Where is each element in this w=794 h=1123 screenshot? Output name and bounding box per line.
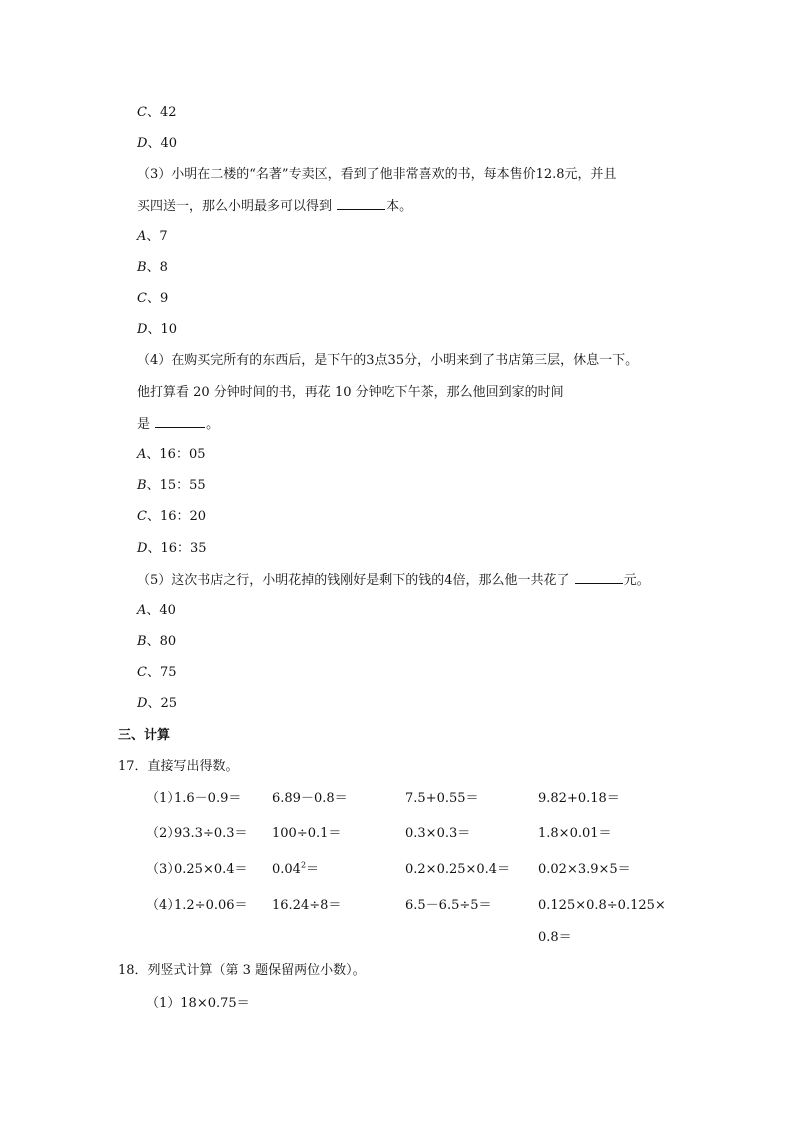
calc-item: 1.6－0.9＝ — [174, 791, 242, 806]
calc-item-continuation: 0.8＝ — [538, 930, 572, 945]
calc-item: 1.8×0.01＝ — [538, 826, 612, 841]
q3-line-1: （3）小明在二楼的“名著”专卖区，看到了他非常喜欢的书，每本售价12.8元，并且 — [137, 167, 617, 182]
q18-title: 18．列竖式计算（第 3 题保留两位小数）。 — [118, 963, 366, 978]
answer-blank — [575, 571, 623, 584]
calc-item-power: $0.04^2=$ — [272, 860, 320, 877]
row-label: （2） — [146, 826, 181, 841]
q3-option-d: D、10 — [137, 322, 177, 337]
q3-line-2: 买四送一，那么小明最多可以得到 本。 — [137, 199, 413, 214]
calc-item: 100÷0.1＝ — [272, 826, 342, 841]
q5-option-b: B、80 — [137, 634, 177, 649]
calc-item: 0.02×3.9×5＝ — [538, 862, 631, 877]
row-label: （4） — [146, 898, 181, 913]
q4-line-3: 是 。 — [137, 417, 220, 432]
q4-option-b: B、15：55 — [137, 478, 206, 493]
calc-item: 6.89－0.8＝ — [272, 791, 348, 806]
row-label: （3） — [146, 862, 181, 877]
calc-item: 6.5－6.5÷5＝ — [405, 898, 492, 913]
q17-title: 17．直接写出得数。 — [118, 759, 239, 774]
calc-item: 0.2×0.25×0.4＝ — [405, 862, 511, 877]
calc-item: 0.125×0.8÷0.125× — [538, 898, 666, 913]
q3-option-c: C、9 — [137, 291, 169, 306]
calc-item: 0.25×0.4＝ — [174, 862, 248, 877]
section-title: 三、计算 — [118, 728, 171, 743]
calc-item: 16.24÷8＝ — [272, 898, 342, 913]
q3-option-a: A、7 — [137, 229, 168, 244]
calc-item: 93.3÷0.3＝ — [174, 826, 248, 841]
option-d: D、40 — [137, 136, 177, 151]
calc-item: 9.82+0.18＝ — [538, 791, 620, 806]
q5-option-d: D、25 — [137, 696, 177, 711]
answer-blank — [337, 197, 385, 210]
q4-option-c: C、16：20 — [137, 509, 207, 524]
calc-item: 7.5+0.55＝ — [405, 791, 479, 806]
option-c: C、42 — [137, 105, 177, 120]
q18-item-1: （1）18×0.75＝ — [146, 996, 250, 1011]
q4-option-a: A、16：05 — [137, 447, 206, 462]
row-label: （1） — [146, 791, 181, 806]
answer-blank — [155, 415, 205, 428]
q3-option-b: B、8 — [137, 260, 168, 275]
calc-item: 1.2÷0.06＝ — [174, 898, 248, 913]
q4-option-d: D、16：35 — [137, 541, 207, 556]
q5-line-1: （5）这次书店之行，小明花掉的钱刚好是剩下的钱的4倍，那么他一共花了 元。 — [137, 573, 650, 588]
q5-option-c: C、75 — [137, 665, 177, 680]
q4-line-1: （4）在购买完所有的东西后，是下午的3点35分，小明来到了书店第三层，休息一下。 — [137, 353, 639, 368]
q5-option-a: A、40 — [137, 603, 176, 618]
calc-item: 0.3×0.3＝ — [405, 826, 471, 841]
q4-line-2: 他打算看 20 分钟时间的书，再花 10 分钟吃下午茶，那么他回到家的时间 — [137, 385, 564, 400]
